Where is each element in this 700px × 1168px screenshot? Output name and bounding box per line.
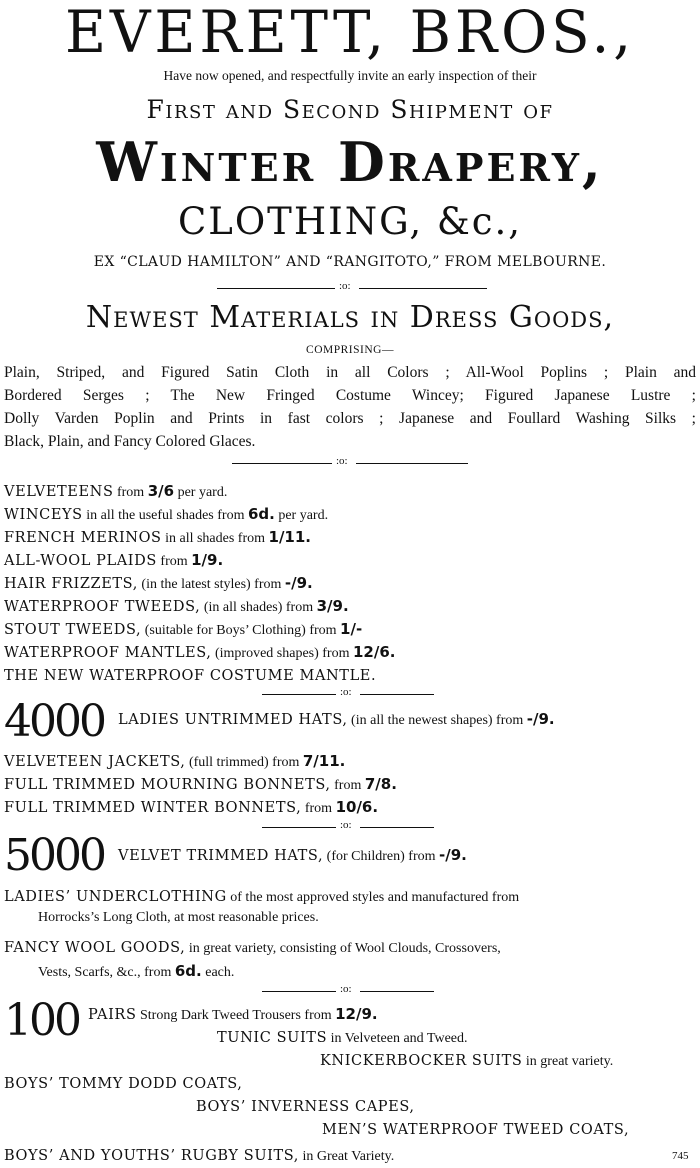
- tunic-suits: TUNIC SUITS in Velveteen and Tweed.: [217, 1030, 468, 1046]
- ornamental-rule: [217, 282, 487, 294]
- ornamental-rule: [262, 821, 434, 833]
- mens-waterproof-tweed-coats: MEN’S WATERPROOF TWEED COATS,: [322, 1122, 630, 1138]
- rule-mark: :o:: [336, 455, 348, 467]
- velvet-hats-quantity: 5000: [4, 830, 104, 881]
- boys-tommy-dodd-coats: BOYS’ TOMMY DODD COATS,: [4, 1076, 243, 1092]
- trousers-quantity: 100: [4, 995, 79, 1046]
- knickerbocker-suits: KNICKERBOCKER SUITS in great variety.: [320, 1053, 614, 1069]
- ornamental-rule: [262, 688, 434, 700]
- dress-goods-heading: Newest Materials in Dress Goods,: [85, 300, 615, 335]
- rule-mark: :o:: [339, 280, 351, 292]
- dress-goods-line: Black, Plain, and Fancy Colored Glaces.: [4, 433, 256, 450]
- dress-goods-line: Bordered Serges ; The New Fringed Costume Wincey; Figured Japanese Lustre ;: [4, 387, 696, 404]
- item-stout-tweeds: STOUT TWEEDS, (suitable for Boys’ Clothing) from 1/-: [4, 620, 363, 638]
- item-all-wool-plaids: ALL-WOOL PLAIDS from 1/9.: [4, 551, 224, 569]
- hats-quantity: 4000: [4, 696, 104, 747]
- rule-mark: :o:: [340, 819, 352, 831]
- velvet-trimmed-hats: VELVET TRIMMED HATS, (for Children) from -/9.: [118, 846, 467, 864]
- dress-goods-line: Dolly Varden Poplin and Prints in fast colors ; Japanese and Foullard Washing Silks ;: [4, 410, 696, 427]
- ladies-underclothing: LADIES’ UNDERCLOTHING of the most approved styles and manufactured from: [4, 889, 520, 905]
- rule-mark: :o:: [340, 686, 352, 698]
- shipping-source-line: EX “CLAUD HAMILTON” AND “RANGITOTO,” FROM MELBOURNE.: [93, 254, 607, 270]
- intro-line: Have now opened, and respectfully invite an early inspection of their: [163, 68, 537, 83]
- item-winceys: WINCEYS in all the useful shades from 6d. per yard.: [4, 505, 329, 523]
- trousers-line: PAIRS Strong Dark Tweed Trousers from 12/9.: [88, 1005, 378, 1023]
- item-mourning-bonnets: FULL TRIMMED MOURNING BONNETS, from 7/8.: [4, 775, 397, 793]
- item-velveteen-jackets: VELVETEEN JACKETS, (full trimmed) from 7/11.: [4, 752, 346, 770]
- ornamental-rule: [262, 985, 434, 997]
- shipment-heading: First and Second Shipment of: [146, 95, 554, 124]
- item-winter-bonnets: FULL TRIMMED WINTER BONNETS, from 10/6.: [4, 798, 379, 816]
- item-velveteens: VELVETEENS from 3/6 per yard.: [4, 482, 228, 500]
- rugby-suits: BOYS’ AND YOUTHS’ RUGBY SUITS, in Great Variety.: [4, 1148, 395, 1164]
- item-french-merinos: FRENCH MERINOS in all shades from 1/11.: [4, 528, 312, 546]
- comprising-label: COMPRISING—: [306, 344, 394, 356]
- winter-drapery-heading: Winter Drapery,: [96, 130, 604, 194]
- item-hair-frizzets: HAIR FRIZZETS, (in the latest styles) from -/9.: [4, 574, 313, 592]
- ladies-untrimmed-hats: LADIES UNTRIMMED HATS, (in all the newest shapes) from -/9.: [118, 710, 555, 728]
- fancy-wool-goods: FANCY WOOL GOODS, in great variety, consisting of Wool Clouds, Crossovers,: [4, 940, 501, 956]
- dress-goods-line: Plain, Striped, and Figured Satin Cloth in all Colors ; All-Wool Poplins ; Plain and: [4, 364, 696, 381]
- clothing-heading: CLOTHING, &c.,: [177, 200, 523, 243]
- firm-name: EVERETT, BROS.,: [64, 0, 636, 66]
- item-costume-mantle: THE NEW WATERPROOF COSTUME MANTLE.: [4, 668, 377, 684]
- item-waterproof-mantles: WATERPROOF MANTLES, (improved shapes) from 12/6.: [4, 643, 396, 661]
- rule-mark: :o:: [340, 983, 352, 995]
- ornamental-rule: [232, 457, 468, 469]
- item-waterproof-tweeds: WATERPROOF TWEEDS, (in all shades) from 3/9.: [4, 597, 349, 615]
- underclothing-line-2: Horrocks’s Long Cloth, at most reasonable prices.: [38, 910, 319, 925]
- boys-inverness-capes: BOYS’ INVERNESS CAPES,: [196, 1099, 415, 1115]
- wool-goods-line-2: Vests, Scarfs, &c., from 6d. each.: [38, 962, 235, 980]
- page-number: 745: [672, 1150, 689, 1162]
